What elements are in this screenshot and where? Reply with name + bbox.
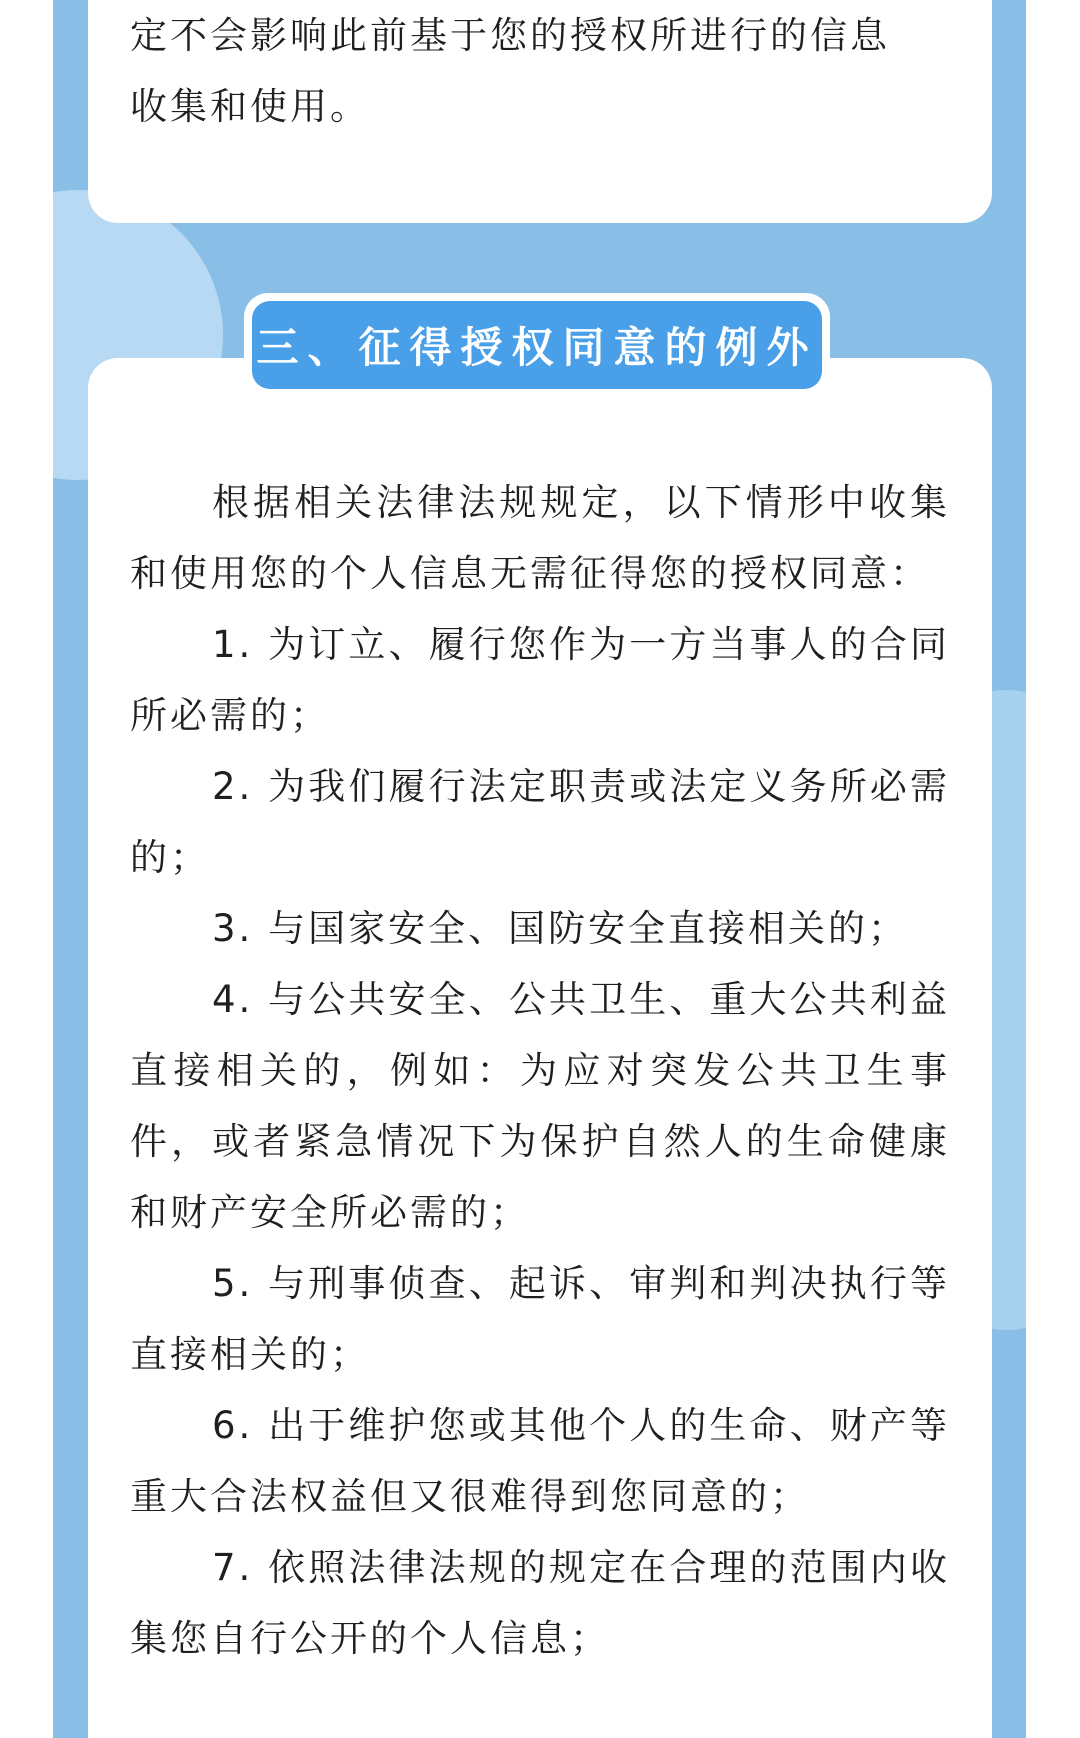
- section-title-pill: [252, 301, 822, 389]
- list-item: 5. 与刑事侦查、起诉、审判和判决执行等直接相关的；: [130, 1262, 950, 1376]
- list-item: 4. 与公共安全、公共卫生、重大公共利益直接相关的，例如：为应对突发公共卫生事件，或者紧急情况下为保护自然人的生命健康和财产安全所必需的；: [130, 978, 950, 1234]
- list-item: 7. 依照法律法规的规定在合理的范围内收集您自行公开的个人信息；: [130, 1546, 950, 1660]
- previous-section-line-1: 定不会影响此前基于您的授权所进行的信息: [130, 14, 890, 57]
- previous-section-text: [130, 0, 950, 142]
- section-title: 三、征得授权同意的例外: [256, 323, 818, 372]
- list-item: 3. 与国家安全、国防安全直接相关的；: [212, 907, 909, 950]
- previous-section-line-2: 收集和使用。: [130, 85, 370, 128]
- section-intro: 根据相关法律法规规定，以下情形中收集和使用您的个人信息无需征得您的授权同意：: [130, 481, 950, 595]
- list-item: 6. 出于维护您或其他个人的生命、财产等重大合法权益但又很难得到您同意的；: [130, 1404, 950, 1518]
- section-body: [130, 467, 950, 1674]
- list-item: 2. 为我们履行法定职责或法定义务所必需的；: [130, 765, 950, 879]
- list-item: 1. 为订立、履行您作为一方当事人的合同所必需的；: [130, 623, 950, 737]
